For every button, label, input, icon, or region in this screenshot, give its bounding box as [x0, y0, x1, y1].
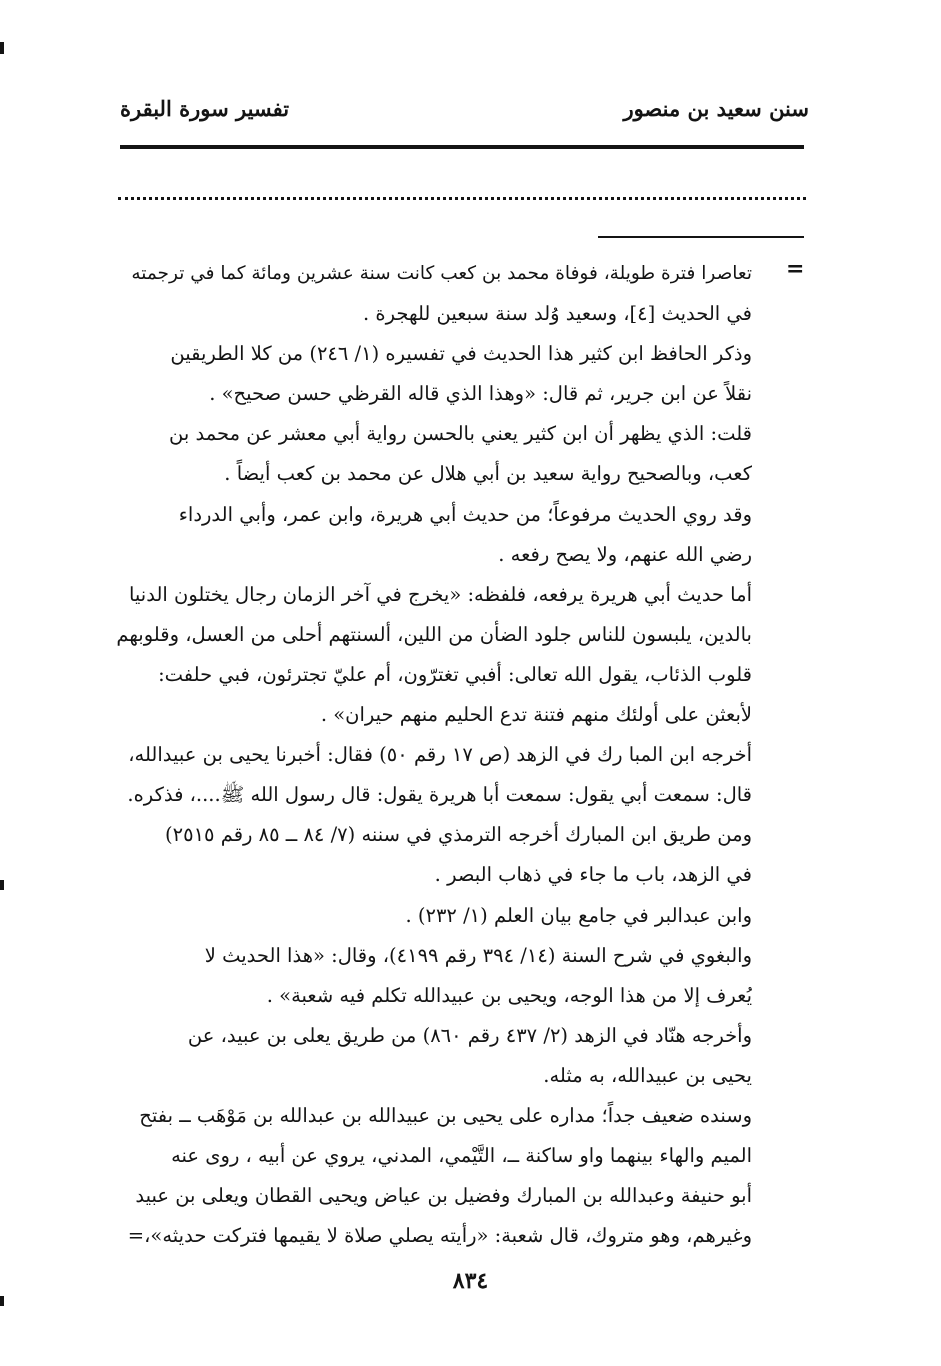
- text-line: أما حديث أبي هريرة يرفعه، فلفظه: «يخرج في آخر الزمان رجال يختلون الدنيا: [128, 582, 752, 606]
- text-line: قلت: الذي يظهر أن ابن كثير يعني بالحسن رواية أبي معشر عن محمد بن: [169, 422, 752, 446]
- text-line: كعب، وبالصحيح رواية سعيد بن أبي هلال عن محمد بن كعب أيضاً .: [224, 462, 752, 486]
- text-line: ومن طريق ابن المبارك أخرجه الترمذي في سننه (٧/ ٨٤ ــ ٨٥ رقم ٢٥١٥): [165, 823, 752, 847]
- text-line: وغيرهم، وهو متروك، قال شعبة: «رأيته يصلي صلاة لا يقيمها فتركت حديثه»،=: [127, 1224, 752, 1248]
- text-line: يُعرف إلا من هذا الوجه، ويحيى بن عبيدالله تكلم فيه شعبة» .: [266, 983, 752, 1007]
- scan-edge-mark: [0, 42, 4, 54]
- text-line: أبو حنيفة وعبدالله بن المبارك وفضيل بن عياض ويحيى القطان ويعلى بن عبيد: [135, 1184, 752, 1208]
- text-line: وسنده ضعيف جداً؛ مداره على يحيى بن عبيدالله بن عبدالله بن مَوْهَب ــ بفتح: [139, 1103, 752, 1127]
- text-line: يحيى بن عبيدالله، به مثله.: [543, 1063, 752, 1087]
- text-line: وقد روي الحديث مرفوعاً؛ من حديث أبي هريرة، وابن عمر، وأبي الدرداء: [178, 502, 752, 526]
- text-line: في الحديث [٤]، وسعيد وُلد سنة سبعين للهجرة .: [363, 302, 752, 326]
- continuation-mark: =: [786, 256, 805, 282]
- page-number: ٨٣٤: [452, 1268, 489, 1294]
- text-line: بالدين، يلبسون للناس جلود الضأن من اللين، ألسنتهم أحلى من العسل، وقلوبهم: [116, 622, 752, 646]
- text-line: والبغوي في شرح السنة (١٤/ ٣٩٤ رقم ٤١٩٩)، وقال: «هذا الحديث لا: [204, 943, 752, 967]
- text-line: رضي الله عنهم، ولا يصح رفعه .: [498, 542, 752, 566]
- text-line: وذكر الحافظ ابن كثير هذا الحديث في تفسيره (١/ ٢٤٦) من كلا الطريقين: [170, 342, 752, 366]
- text-line: الميم والهاء بينهما واو ساكنة ــ، التَّيْمي، المدني، يروي عن أبيه ، روى عنه: [171, 1144, 752, 1168]
- section-title: تفسير سورة البقرة: [120, 96, 290, 121]
- text-line: قلوب الذئاب، يقول الله تعالى: أفبي تغترّون، أم عليّ تجترئون، فبي حلفت:: [158, 662, 752, 686]
- text-line: لأبعثن على أولئك منهم فتنة تدع الحليم منهم حيران» .: [320, 703, 752, 727]
- dotted-separator: [118, 197, 806, 200]
- text-line: تعاصرا فترة طويلة، فوفاة محمد بن كعب كانت سنة عشرين ومائة كما في ترجمته: [131, 263, 752, 284]
- footnote-rule: [598, 236, 804, 238]
- text-line: قال: سمعت أبي يقول: سمعت أبا هريرة يقول: قال رسول الله ﷺ....، فذكره.: [127, 783, 752, 807]
- book-title: سنن سعيد بن منصور: [623, 96, 809, 121]
- header-rule: [120, 145, 804, 149]
- scan-edge-mark: [0, 1296, 4, 1306]
- text-line: وأخرجه هنّاد في الزهد (٢/ ٤٣٧ رقم ٨٦٠) من طريق يعلى بن عبيد، عن: [187, 1023, 752, 1047]
- footnote-text: [116, 254, 752, 1256]
- text-line: في الزهد، باب ما جاء في ذهاب البصر .: [434, 863, 752, 887]
- text-line: نقلاً عن ابن جرير، ثم قال: «وهذا الذي قاله القرظي حسن صحيح» .: [209, 382, 752, 406]
- scan-edge-mark: [0, 880, 4, 890]
- text-line: وابن عبدالبر في جامع بيان العلم (١/ ٢٣٢) .: [405, 903, 752, 927]
- text-line: أخرجه ابن المبا رك في الزهد (ص ١٧ رقم ٥٠) فقال: أخبرنا يحيى بن عبيدالله،: [128, 743, 752, 767]
